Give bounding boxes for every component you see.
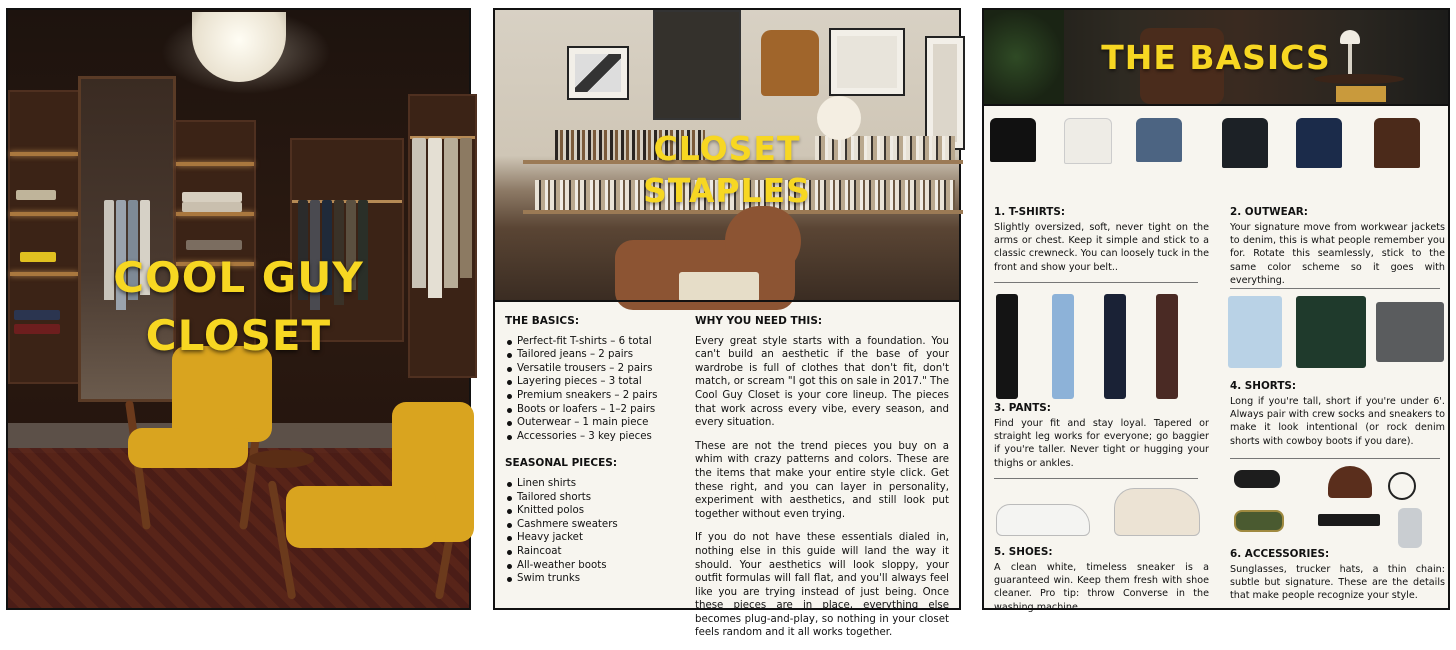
converse-high-top: [1114, 488, 1200, 536]
list-item: Cashmere sweaters: [505, 518, 683, 532]
title-line1: CLOSET: [653, 129, 801, 168]
basics-heading: THE BASICS:: [505, 315, 580, 327]
list-item: All-weather boots: [505, 559, 683, 573]
denim-shorts: [1228, 296, 1282, 368]
leather-belt: [1318, 514, 1380, 526]
sunglasses-black: [1234, 470, 1280, 488]
list-item: Layering pieces – 3 total: [505, 375, 683, 389]
paragraph: Every great style starts with a foundation. You can't build an aesthetic if the base of your wardrobe is full of clothes that don't fit, don't match, or scream "I got this on sale in 2017." The Cool Guy Closet is your core lineup. The pieces that work across every vibe, every season, and every situation.: [695, 335, 949, 429]
list-item: Heavy jacket: [505, 531, 683, 545]
paragraph: If you do not have these essentials dialed in, nothing else in this guide will land the way it should. Your aesthetics will look sloppy, your outfit formulas will fall flat, and you'll always feel like you are trying instead of just being. Once these pieces are in place, everything else becomes plug-and-play, so nothing in your closet feels random and it all works together.: [695, 532, 949, 639]
list-item: Linen shirts: [505, 477, 683, 491]
why-column: [695, 315, 949, 650]
denim-jacket: [1222, 118, 1268, 168]
list-item: Knitted polos: [505, 504, 683, 518]
seasonal-heading: SEASONAL PIECES:: [505, 457, 618, 470]
navy-work-jacket: [1296, 118, 1342, 168]
coffee-table-books: [679, 272, 759, 302]
horse-print-frame: [567, 46, 629, 100]
trucker-hat: [1328, 466, 1372, 498]
hero-title-line2: CLOSET: [145, 311, 332, 360]
list-item: Boots or loafers – 1–2 pairs: [505, 403, 683, 417]
brown-trousers: [1156, 294, 1178, 399]
pants-text: Find your fit and stay loyal. Tapered or straight leg works for everyone; go baggier if you're taller. Never tight or hugging your thighs or ankles.: [994, 418, 1209, 469]
basics-list: [505, 335, 683, 444]
shoes-text: A clean white, timeless sneaker is a guaranteed win. Keep them fresh with shoe cleaner. Pro tip: throw Converse in the washing machine.: [994, 562, 1209, 613]
shorts-text: Long if you're tall, short if you're under 6'. Always pair with crew socks and sneakers to make it look intentional (or rock denim shorts with cowboy boots if you dare).: [1230, 396, 1445, 447]
list-item: Accessories – 3 key pieces: [505, 430, 683, 444]
brown-jacket: [1374, 118, 1420, 168]
section-shoes: [994, 546, 1209, 614]
light-jeans: [1052, 294, 1074, 399]
sunglasses-aviator: [1234, 510, 1284, 532]
black-jeans: [996, 294, 1018, 399]
green-shorts: [1296, 296, 1366, 368]
the-basics-panel: [982, 8, 1450, 613]
white-sneaker: [996, 504, 1090, 536]
black-tee: [990, 118, 1036, 162]
white-tee: [1064, 118, 1112, 164]
list-item: Versatile trousers – 2 pairs: [505, 362, 683, 376]
section-tshirts: [994, 206, 1209, 274]
navy-trousers: [1104, 294, 1126, 399]
hanging-jacket: [761, 30, 819, 96]
closet-staples-title: [495, 128, 959, 212]
paragraph: These are not the trend pieces you buy on a whim with crazy patterns and colors. These are the items that make your entire style click. Get these right, and you can layer in personality, experiment with aesthetics, and still look put together without even trying.: [695, 440, 949, 520]
side-table: [248, 450, 314, 468]
list-item: Outerwear – 1 main piece: [505, 416, 683, 430]
seasonal-list: [505, 477, 683, 586]
tshirts-text: Slightly oversized, soft, never tight on the arms or chest. Keep it simple and stick to a classic crewneck. You can loosely tuck in the front and show your belt..: [994, 222, 1209, 273]
section-outwear: [1230, 206, 1445, 287]
section-shorts: [1230, 380, 1445, 448]
why-heading: WHY YOU NEED THIS:: [695, 315, 823, 327]
grey-shorts: [1376, 302, 1444, 362]
lists-column: [505, 315, 683, 586]
list-item: Perfect-fit T-shirts – 6 total: [505, 335, 683, 349]
section-accessories: [1230, 548, 1445, 603]
tshirts-heading: 1. T-SHIRTS:: [994, 206, 1065, 218]
cool-guy-closet-panel: [6, 8, 471, 610]
shoes-heading: 5. SHOES:: [994, 546, 1053, 558]
wall-frame-right: [829, 28, 905, 96]
outwear-heading: 2. OUTWEAR:: [1230, 206, 1308, 218]
list-item: Swim trunks: [505, 572, 683, 586]
accessories-heading: 6. ACCESSORIES:: [1230, 548, 1330, 560]
list-item: Tailored shorts: [505, 491, 683, 505]
accessories-text: Sunglasses, trucker hats, a thin chain: subtle but signature. These are the details that make people recognize your style.: [1230, 564, 1445, 602]
title-line2: STAPLES: [643, 171, 811, 210]
chain-necklace: [1388, 472, 1416, 500]
dark-painting: [653, 10, 741, 120]
shorts-heading: 4. SHORTS:: [1230, 380, 1297, 392]
list-item: Premium sneakers – 2 pairs: [505, 389, 683, 403]
list-item: Tailored jeans – 2 pairs: [505, 348, 683, 362]
wrist-watch: [1398, 508, 1422, 548]
section-pants: [994, 402, 1209, 470]
blue-tee: [1136, 118, 1182, 162]
outwear-text: Your signature move from workwear jackets to denim, this is what people remember you for. Rotate this seamlessly, stick to the same color scheme so it goes with everything.: [1230, 222, 1445, 286]
list-item: Raincoat: [505, 545, 683, 559]
the-basics-title: THE BASICS: [1101, 38, 1331, 77]
pants-heading: 3. PANTS:: [994, 402, 1051, 414]
closet-staples-panel: [493, 8, 961, 639]
hero-title-line1: COOL GUY: [113, 253, 364, 302]
globe-lamp: [192, 12, 286, 82]
